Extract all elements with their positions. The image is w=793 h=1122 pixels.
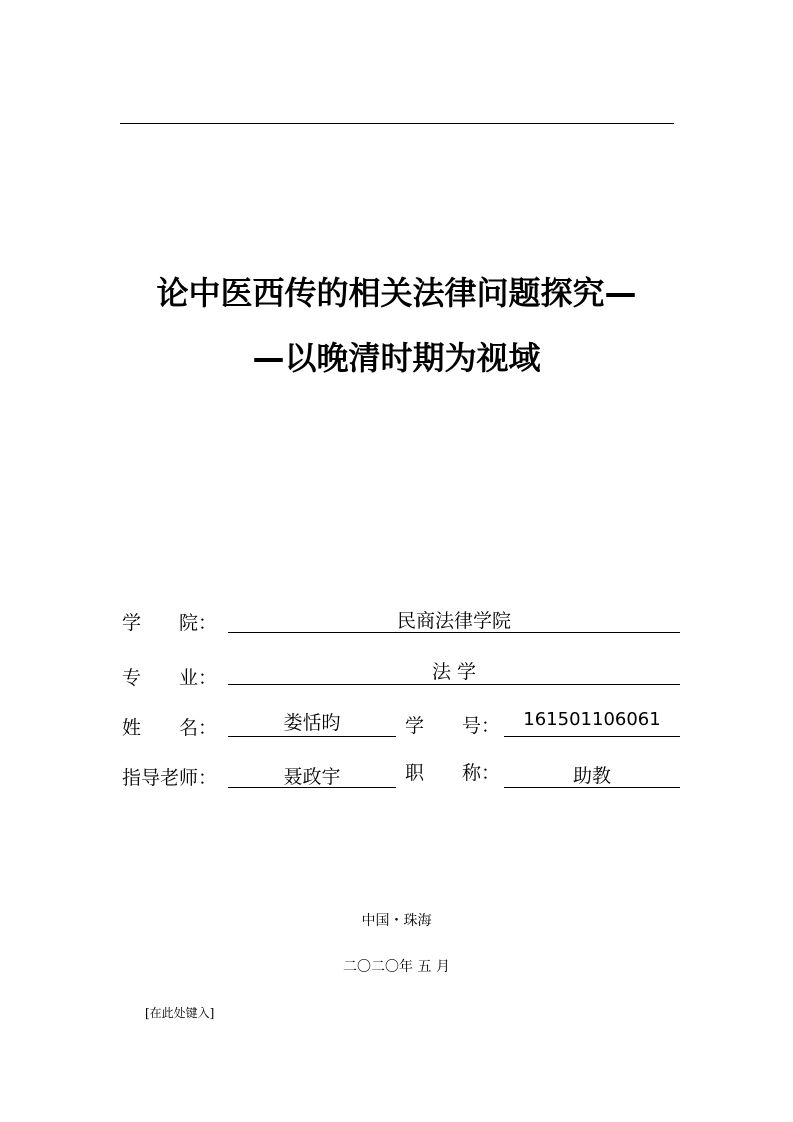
rank-field: 助教 xyxy=(504,761,680,788)
header-rule xyxy=(120,123,674,124)
date-line: 二〇二〇年 五 月 xyxy=(343,959,450,975)
location-line: 中国・珠海 xyxy=(361,913,432,929)
name-label: 姓 名： xyxy=(122,717,218,739)
student-id-field: 161501106061 xyxy=(504,709,680,737)
type-here-placeholder[interactable]: [在此处键入] xyxy=(145,1006,215,1020)
rank-label: 职 称： xyxy=(405,762,501,784)
advisor-label: 指导老师： xyxy=(122,767,218,789)
college-field: 民商法律学院 xyxy=(228,606,680,633)
name-field: 娄恬昀 xyxy=(228,708,396,737)
student-id-label: 学 号： xyxy=(405,715,501,737)
thesis-title-line-1: 论中医西传的相关法律问题探究— xyxy=(156,274,637,312)
major-field: 法 学 xyxy=(228,657,680,685)
thesis-title-line-2: —以晚清时期为视域 xyxy=(252,339,541,377)
college-label: 学 院： xyxy=(122,612,218,634)
major-label: 专 业： xyxy=(122,667,218,689)
advisor-field: 聂政宇 xyxy=(228,762,396,788)
